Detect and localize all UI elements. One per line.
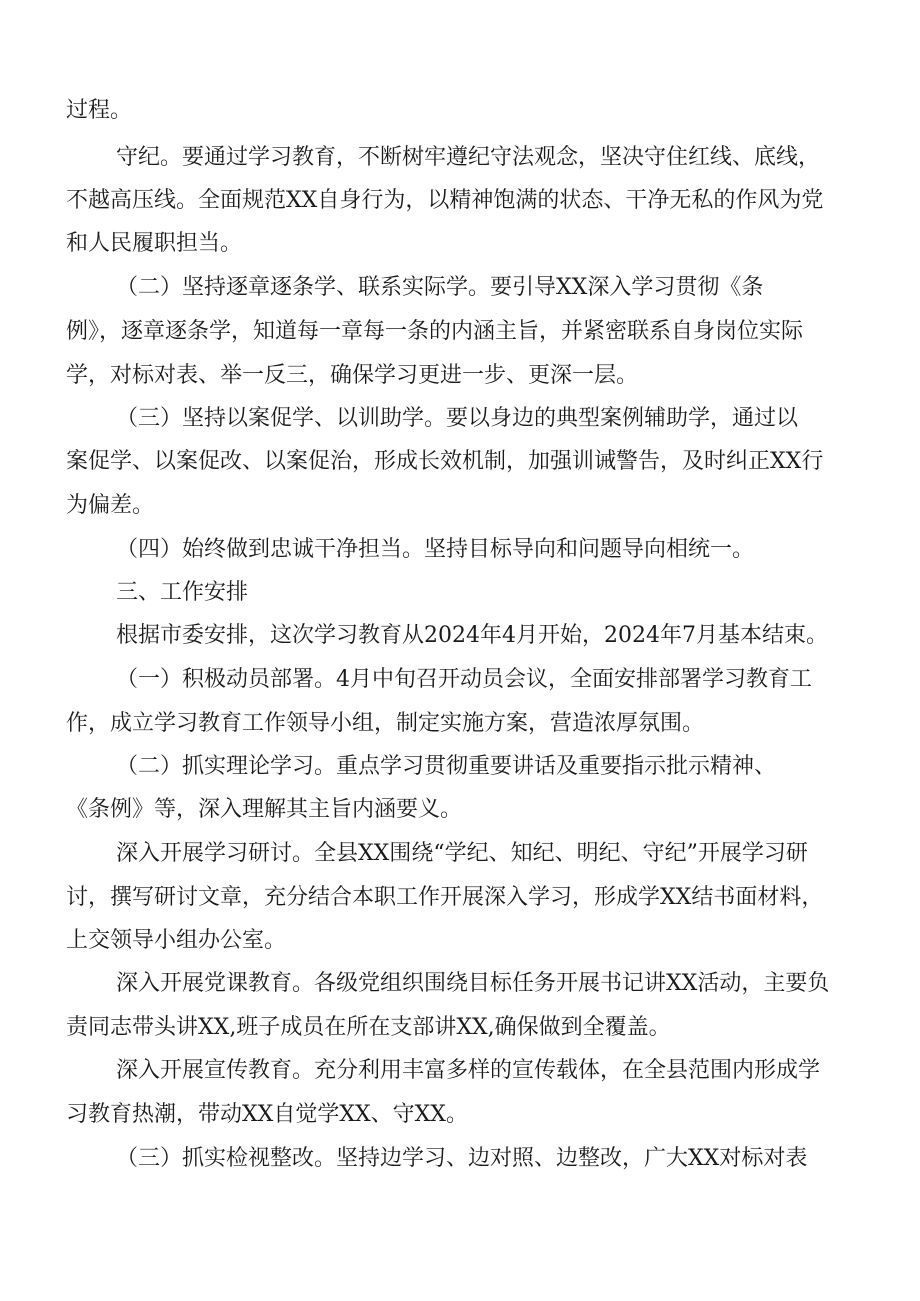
text-line: 学，对标对表、举一反三，确保学习更进一步、更深一层。	[66, 363, 639, 388]
text-line: 深入开展党课教育。各级党组织围绕目标任务开展书记讲XX活动，主要负	[116, 971, 830, 996]
text-line: 责同志带头讲XX,班子成员在所在支部讲XX,确保做到全覆盖。	[66, 1015, 671, 1040]
text-line: 例》，逐章逐条学，知道每一章每一条的内涵主旨，并紧密联系自身岗位实际	[66, 319, 804, 344]
text-line: 上交领导小组办公室。	[66, 928, 287, 953]
text-line: 深入开展学习研讨。全县XX围绕“学纪、知纪、明纪、守纪”开展学习研	[116, 841, 808, 866]
text-line: 深入开展宣传教育。充分利用丰富多样的宣传载体，在全县范围内形成学	[116, 1058, 821, 1083]
text-line: 守纪。要通过学习教育，不断树牢遵纪守法观念，坚决守住红线、底线，	[116, 145, 821, 170]
text-line: 作，成立学习教育工作领导小组，制定实施方案，营造浓厚氛围。	[66, 711, 705, 736]
text-line: 案促学、以案促改、以案促治，形成长效机制，加强训诫警告，及时纠正XX行	[66, 449, 824, 474]
text-line: （三）坚持以案促学、以训助学。要以身边的典型案例辅助学，通过以	[116, 406, 799, 431]
text-line: （四）始终做到忠诚干净担当。坚持目标导向和问题导向相统一。	[116, 537, 755, 562]
text-line: 过程。	[66, 98, 133, 123]
text-line: 讨，撰写研讨文章，充分结合本职工作开展深入学习，形成学XX结书面材料，	[66, 885, 824, 910]
text-line: 习教育热潮，带动XX自觉学XX、守XX。	[66, 1102, 468, 1127]
text-line: 根据市委安排，这次学习教育从2024年4月开始，2024年7月基本结束。	[116, 623, 828, 648]
text-line: （三）抓实检视整改。坚持边学习、边对照、边整改，广大XX对标对表	[116, 1146, 808, 1171]
text-line: （二）坚持逐章逐条学、联系实际学。要引导XX深入学习贯彻《条	[116, 275, 764, 300]
text-line: 不越高压线。全面规范XX自身行为，以精神饱满的状态、干净无私的作风为党	[66, 188, 824, 213]
text-line: 和人民履职担当。	[66, 231, 243, 256]
text-line: 《条例》等，深入理解其主旨内涵要义。	[66, 797, 463, 822]
text-line: 为偏差。	[66, 493, 155, 518]
text-line: （二）抓实理论学习。重点学习贯彻重要讲话及重要指示批示精神、	[116, 754, 777, 779]
text-line: （一）积极动员部署。4月中旬召开动员会议，全面安排部署学习教育工	[116, 667, 812, 692]
section-heading: 三、工作安排	[116, 580, 249, 605]
